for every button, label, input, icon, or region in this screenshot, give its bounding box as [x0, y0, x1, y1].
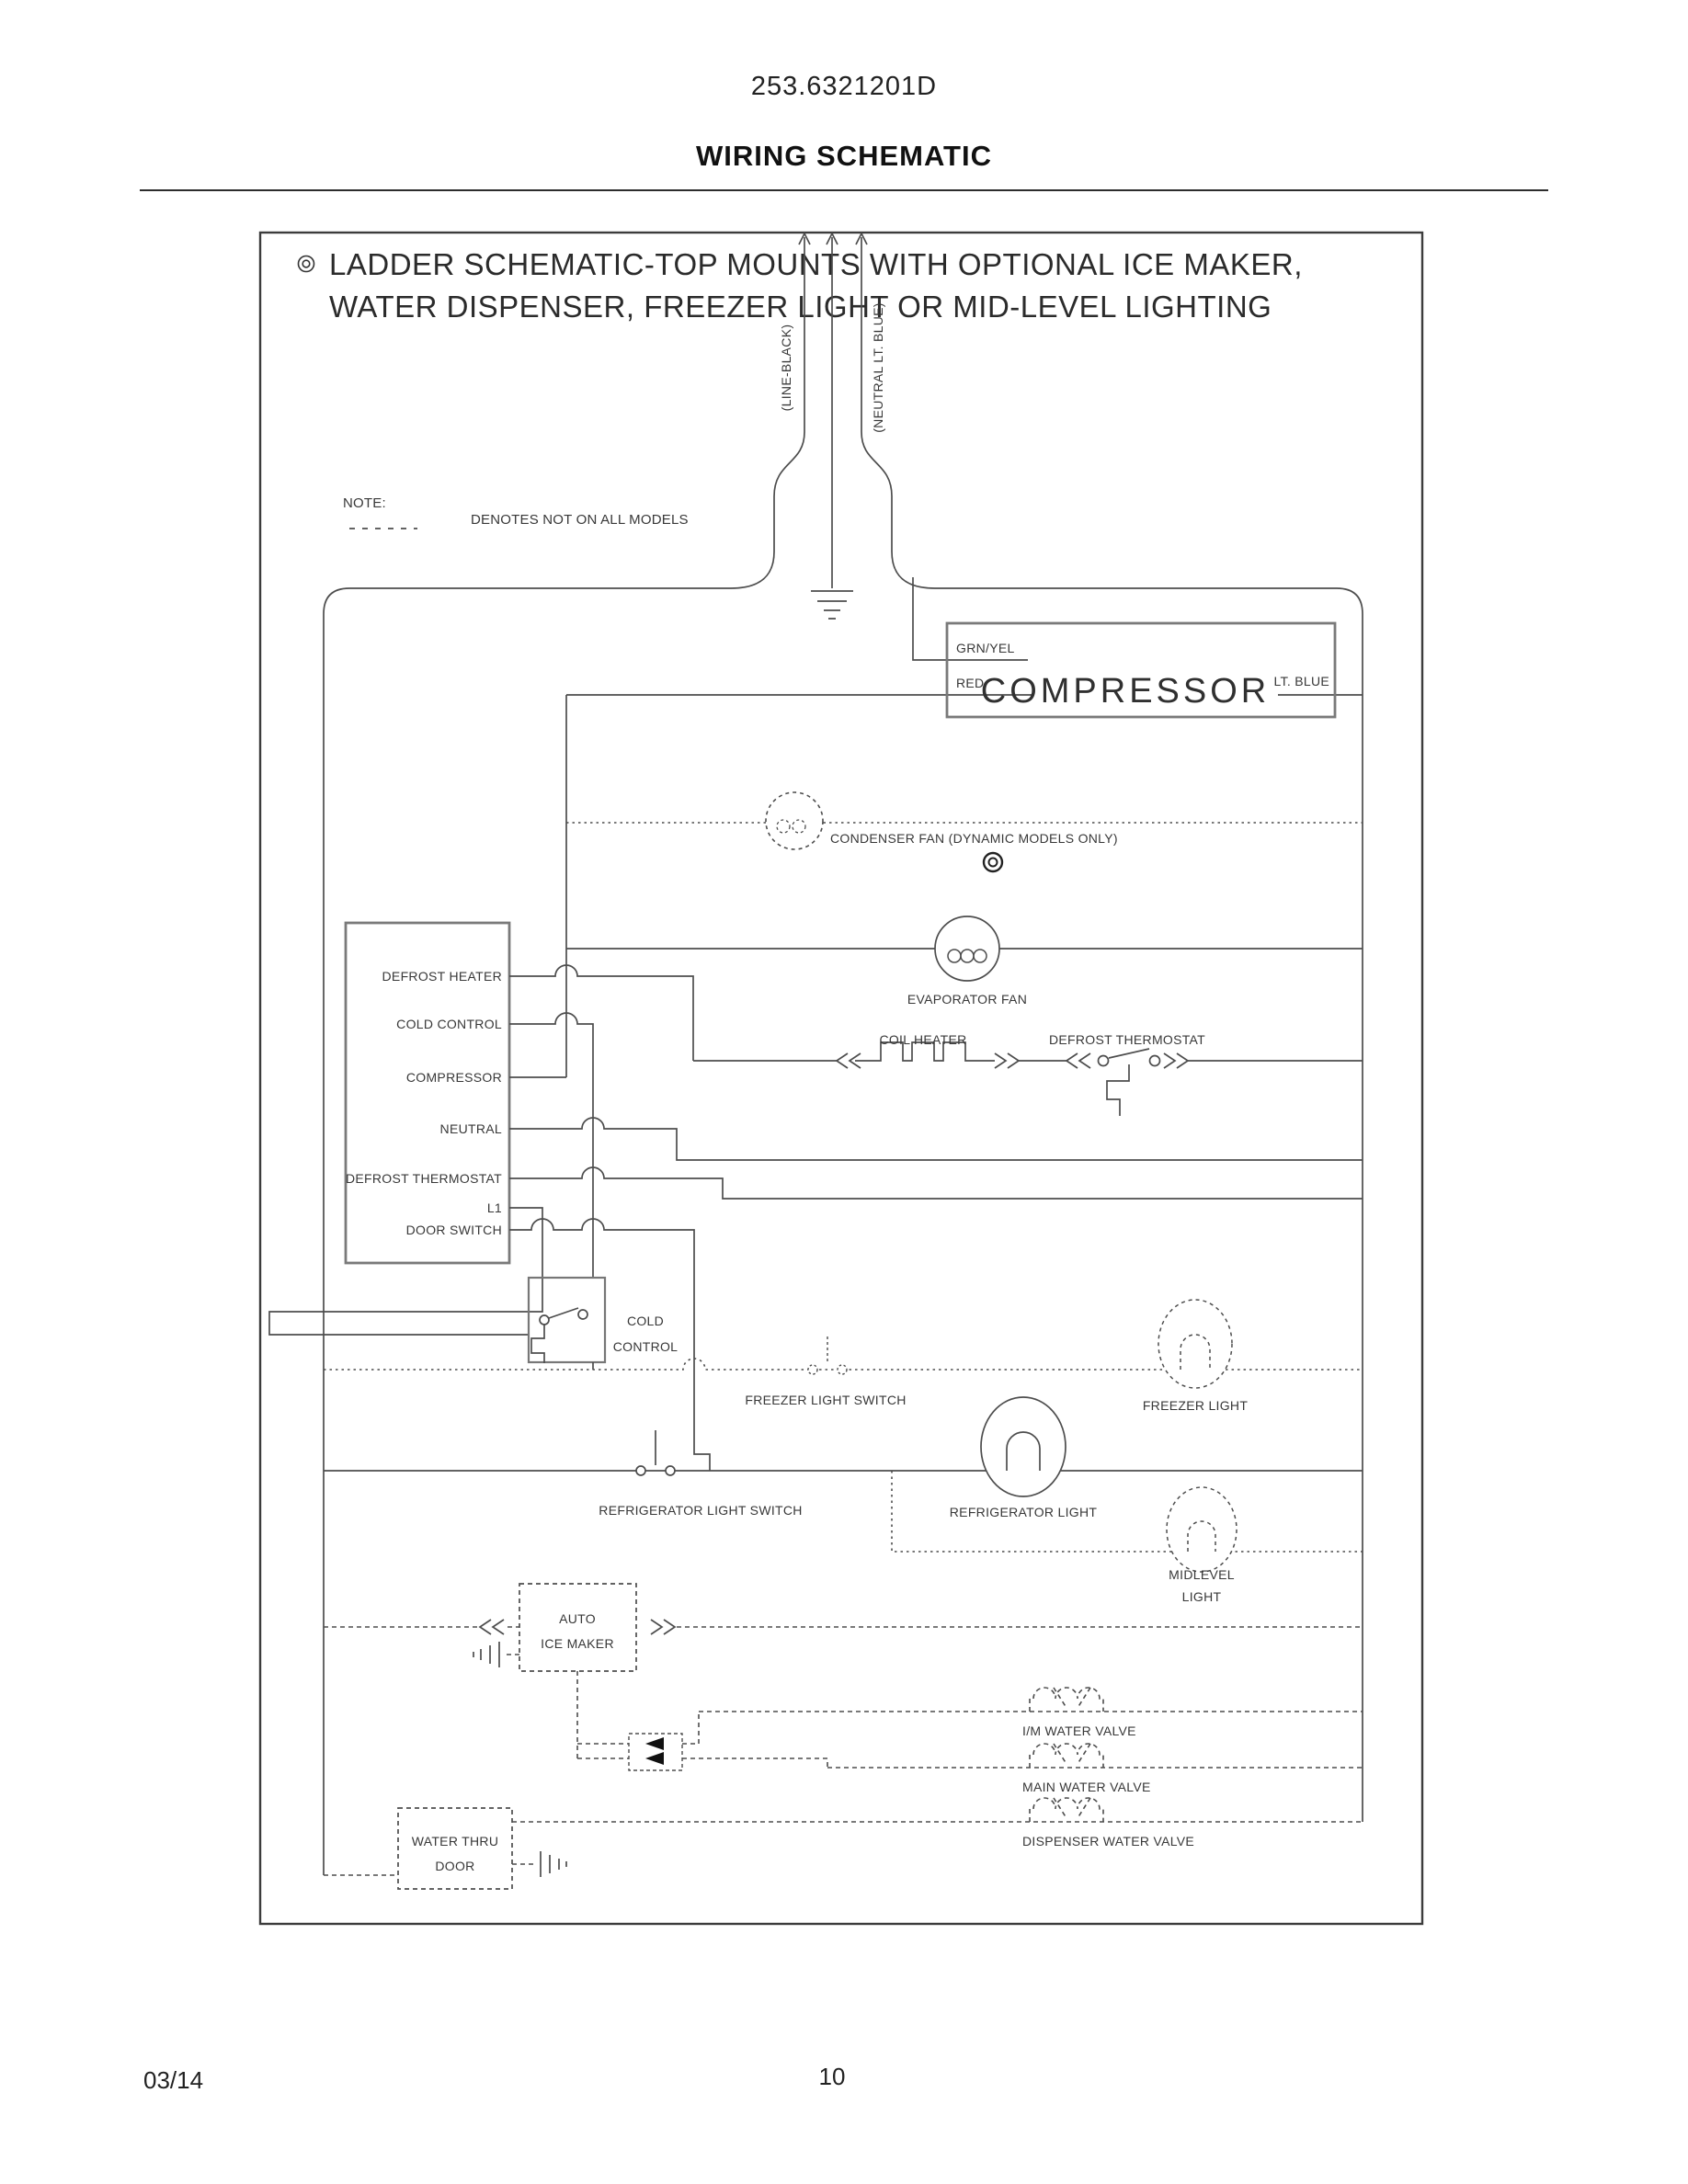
- terminal-compressor: COMPRESSOR: [405, 1070, 502, 1085]
- schematic-title-line1: LADDER SCHEMATIC-TOP MOUNTS WITH OPTIONAL ICE MAKER,: [329, 247, 1303, 281]
- dispenser-water-valve-label: DISPENSER WATER VALVE: [1022, 1834, 1195, 1848]
- chevron-right-icon: [995, 1053, 1019, 1068]
- midlevel-light-label-line1: MIDLEVEL: [1169, 1567, 1235, 1582]
- refrigerator-light-switch-label: REFRIGERATOR LIGHT SWITCH: [599, 1503, 803, 1518]
- ice-maker-drop-wire: [577, 1671, 629, 1758]
- compressor-red-label: RED: [956, 676, 985, 690]
- freezer-light-row: [324, 1300, 1363, 1413]
- header-rule: [140, 189, 1548, 191]
- main-water-valve-coil: [1030, 1744, 1103, 1768]
- schematic-title-line2: WATER DISPENSER, FREEZER LIGHT OR MID-LEVEL LIGHTING: [329, 290, 1272, 324]
- terminal-cold-control: COLD CONTROL: [396, 1017, 502, 1031]
- water-thru-door-block: [324, 1808, 566, 1889]
- line-black-label: (LINE-BLACK): [779, 324, 793, 412]
- power-feed: [324, 233, 1363, 1875]
- note-text: DENOTES NOT ON ALL MODELS: [471, 512, 689, 528]
- doc-number: 253.6321201D: [750, 72, 938, 101]
- door-switch-wire: [509, 1219, 710, 1471]
- water-thru-door-label-line2: DOOR: [435, 1859, 475, 1873]
- note-label: NOTE:: [343, 495, 386, 511]
- chevron-right-icon: [651, 1620, 675, 1634]
- midlevel-light-symbol: [1167, 1487, 1237, 1572]
- timer-box: [346, 923, 509, 1263]
- water-valve-rows: [512, 1688, 1363, 1848]
- dispenser-water-valve-coil: [1030, 1798, 1103, 1822]
- im-water-valve-label: I/M WATER VALVE: [1022, 1723, 1136, 1738]
- evaporator-fan-symbol: [935, 916, 999, 981]
- neutral-feed-wire: [861, 237, 1363, 1822]
- note-block: [343, 495, 689, 529]
- refrigerator-light-row: [324, 1397, 1363, 1604]
- defrost-thermostat-label: DEFROST THERMOSTAT: [1048, 1032, 1206, 1047]
- ground-symbol: [811, 591, 853, 619]
- chevron-left-icon: [480, 1620, 504, 1634]
- midlevel-light-label-line2: LIGHT: [1181, 1589, 1222, 1604]
- ice-maker-label-line2: ICE MAKER: [541, 1636, 614, 1651]
- footer-date: 03/14: [143, 2066, 204, 2094]
- defrost-thermostat-wire: [509, 1167, 1363, 1199]
- terminal-defrost-heater: DEFROST HEATER: [382, 969, 502, 984]
- bullseye-icon: [299, 256, 314, 272]
- condenser-fan-label: CONDENSER FAN (DYNAMIC MODELS ONLY): [830, 831, 1118, 846]
- cold-control-block: [529, 1278, 678, 1370]
- schematic-heading: [299, 247, 1303, 324]
- footer-page-number: 10: [818, 2063, 846, 2090]
- refrigerator-light-label: REFRIGERATOR LIGHT: [949, 1505, 1098, 1519]
- terminal-defrost-thermostat: DEFROST THERMOSTAT: [345, 1171, 502, 1186]
- evaporator-fan-row: [566, 916, 1363, 1007]
- main-water-valve-label: MAIN WATER VALVE: [1022, 1780, 1151, 1794]
- ice-maker-label-line1: AUTO: [559, 1611, 596, 1626]
- defrost-heater-wire: [509, 965, 693, 1061]
- compressor-label: COMPRESSOR: [980, 672, 1271, 711]
- compressor-ltblue-label: LT. BLUE: [1273, 674, 1329, 688]
- connector-leads: [682, 1712, 827, 1768]
- page-title: WIRING SCHEMATIC: [696, 140, 992, 172]
- ice-maker-row: [324, 1584, 1363, 1770]
- compressor-block: [566, 577, 1363, 717]
- freezer-light-switch-label: FREEZER LIGHT SWITCH: [745, 1393, 907, 1407]
- condenser-fan-row: [566, 792, 1363, 871]
- feed-arrowheads: [799, 233, 867, 245]
- water-door-ground-icon: [512, 1851, 566, 1877]
- terminal-l1: L1: [486, 1200, 502, 1215]
- freezer-light-label: FREEZER LIGHT: [1142, 1398, 1249, 1413]
- water-thru-door-label-line1: WATER THRU: [411, 1834, 499, 1848]
- freezer-light-switch-symbol: [808, 1337, 847, 1374]
- coil-heater-row: [693, 1032, 1363, 1116]
- compressor-terminal-wire: [509, 695, 566, 1077]
- cold-control-wire: [509, 1013, 593, 1278]
- defrost-thermostat-switch: [1066, 1049, 1188, 1116]
- terminal-door-switch: DOOR SWITCH: [405, 1223, 502, 1237]
- ice-maker-box: [519, 1584, 636, 1671]
- copyright-mark-icon: [984, 853, 1002, 871]
- water-thru-door-box: [398, 1808, 512, 1889]
- condenser-fan-symbol: [766, 792, 823, 849]
- compressor-grnyel-label: GRN/YEL: [956, 641, 1015, 655]
- neutral-lt-blue-label: (NEUTRAL LT. BLUE): [871, 302, 885, 433]
- ice-maker-ground-icon: [473, 1642, 519, 1667]
- harness-connector: [629, 1734, 682, 1770]
- neutral-wire: [509, 1118, 1363, 1160]
- cold-control-label-line1: COLD: [626, 1314, 665, 1328]
- coil-heater-label: COIL HEATER: [879, 1032, 967, 1047]
- terminal-neutral: NEUTRAL: [439, 1121, 502, 1136]
- cold-control-label-line2: CONTROL: [612, 1339, 679, 1354]
- evaporator-fan-label: EVAPORATOR FAN: [907, 992, 1028, 1007]
- refrigerator-light-switch-symbol: [636, 1430, 675, 1475]
- im-water-valve-coil: [1030, 1688, 1103, 1712]
- freezer-light-symbol: [1158, 1300, 1232, 1388]
- refrigerator-light-symbol: [981, 1397, 1066, 1496]
